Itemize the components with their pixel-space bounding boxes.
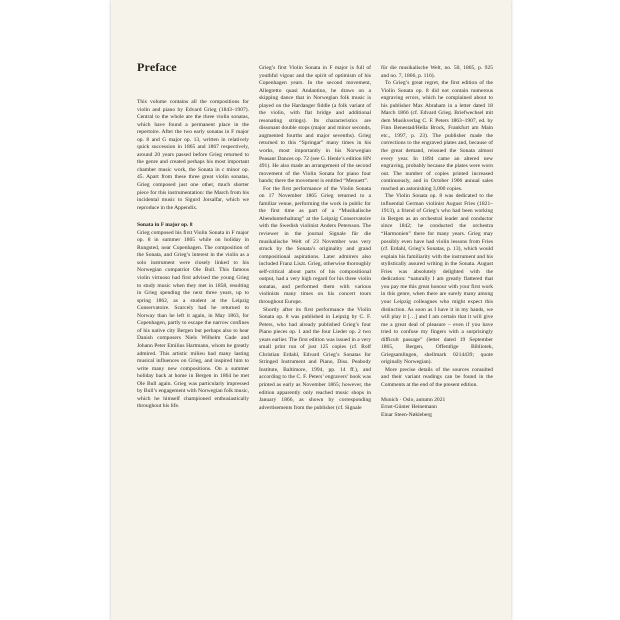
body-paragraph: The Violin Sonata op. 8 was dedicated to the influential German violinist August Fries (1821–1913), a friend of Grieg’s who had been working in Bergen as an orchestral leader and conductor since 1842; he conducted the orchestra “Harmonien” there for many years. Grieg may possibly even have had violin lessons from Fries (cf. Erdahl, Grieg’s Sonatas, p. 13), which would explain his familiarity with the instrument and his stylistically assured writing in the Sonata. August Fries was absolutely delighted with the dedication: “naturally I am greatly flattered that you pay me this great honour with your first work in this genre, when there are surely many among your Leipzig colleagues who might expect this distinction. As soon as I have it in my hands, we will play it […] and I am certain that it will give me a great deal of pleasure – even if you have tried to confuse my fingers with a surprisingly difficult passage” (letter dated 19 September 1865, Bergen, Offentlige Bibliotek, Griegsamlingen, shellmark 0214439; quote originally Norwegian). [381, 193, 493, 366]
body-paragraph: For the first performance of the Violin Sonata on 17 November 1865 Grieg returned to a familiar venue, performing the work in public for the first time as part of a “Musikalische Abendunterhaltung” at the Leipzig Conservatoire with the Swedish violinist Anders Petersson. The reviewer in the journal Signale für die musikalische Welt of 23 November was very struck by the Sonata’s originality and grand compositional aspirations. Later admirers also included Franz Liszt. Grieg, otherwise thoroughly self-critical about parts of his compositional output, had a very high regard for his three violin sonatas, and performed them with various violinists many times on his concert tours throughout Europe. [259, 185, 371, 305]
body-paragraph: To Grieg’s great regret, the first edition of the Violin Sonata op. 8 did not contain numerous engraving errors, which he complained about to his publisher Max Abraham in a letter dated 18 March 1866 (cf. Edvard Grieg. Briefwechsel mit dem Musikverlag C. F. Peters 1863–1907, ed. by Finn Benestad/Hella Brock, Frankfurt am Main etc., 1997, p. 23). The publisher made the corrections to the engraved plates and, because of the great demand, reissued the Sonata almost every year. In 1894 came an altered new engraving, probably because the plates were worn out. The number of copies printed increased continuously, and in October 1906 annual sales reached an astonishing 3,000 copies. [381, 80, 493, 192]
text-column-3 [381, 65, 493, 419]
signature-place-date: Munich · Oslo, autumn 2021 [381, 396, 446, 403]
body-paragraph: Grieg composed his first Violin Sonata in F major op. 8 in summer 1865 while on holiday in Rungsted, near Copenhagen. The composition of the Sonata, and Grieg’s interest in the violin as a solo instrument were closely linked to his Norwegian compatriot Ole Bull. This famous violin virtuoso had first advised the young Grieg to study music when they met in 1858, resulting in Grieg spending the next three years, up to spring 1862, as a student at the Leipzig Conservatoire. Scarcely had he returned to Norway than he left it again, in May 1863, for Copenhagen, partly to escape the narrow confines of his native city Bergen but perhaps also to hear Danish composers Niels Wilhelm Gade and Johann Peter Emilius Hartmann, whom he greatly admired. This artistic milieu had many lasting musical influences on Grieg, and inspired him to write many new compositions. On a summer holiday back at home in Bergen in 1864 he met Ole Bull again. Grieg was particularly impressed by Bull’s engagement with Norwegian folk music, which he himself championed enthusiastically throughout his life. [137, 229, 249, 410]
text-column-2 [259, 65, 371, 412]
signature-author: Einar Steen-Nøkleberg [381, 411, 432, 418]
document-page [111, 0, 511, 620]
page-title: Preface [137, 60, 177, 74]
body-paragraph: für die musikalische Welt, no. 50, 1865, p. 925 and no. 7, 1866, p. 116). [381, 65, 493, 79]
section-heading: Sonata in F major op. 8 [137, 222, 193, 229]
body-paragraph: Shortly after its first performance the Violin Sonata op. 8 was published in Leipzig by C. F. Peters, who had already published Grieg’s four Piano pieces op. 1 and the four Lieder op. 2 two years earlier. The first edition was issued in a very small print run of just 125 copies (cf. Rolf Christian Erdahl, Edvard Grieg’s Sonatas for Stringed Instrument and Piano, Diss. Peabody Institute, Baltimore, 1994, pp. 14 ff.), and according to the C. F. Peters’ engravers’ book was printed as early as November 1865; however, the edition apparently only reached music shops in January 1866, as shown by corresponding advertisements from the publisher (cf. Signale [259, 306, 371, 411]
body-paragraph: Grieg’s first Violin Sonata in F major is full of youthful vigour and the spirit of optimism of his Copenhagen years. In the second movement, Allegretto quasi Andantino, he draws on a skipping dance that in Norwegian folk music is played on the Hardanger fiddle (a folk variant of the violin, with flat bridge and additional resonating strings). Its characteristics are dissonant double stops (major and minor seconds, augmented fourths and major sevenths). Grieg returned to this “Springar” many times in his works, most importantly in his Norwegian Peasant Dances op. 72 (see G. Henle’s edition HN 491). He also made an arrangement of the second movement of the Violin Sonata for piano four hands; there the movement is entitled “Menuett”. [259, 65, 371, 185]
signature-author: Ernst-Günter Heinemann [381, 404, 437, 411]
text-column-1 [137, 99, 249, 411]
intro-paragraph: This volume contains all the compositions for violin and piano by Edvard Grieg (1843–1907). Central to the whole are the three violin sonatas, which have found a permanent place in the repertoire. After the two early sonatas in F major op. 8 and G major op. 13, written in relatively quick succession in 1865 and 1867 respectively, around 20 years passed before Grieg returned to the genre and created perhaps his most important chamber music work, the Sonata in c minor op. 45. Apart from these three great violin sonatas, Grieg composed just one other, much shorter piece for this instrumentation: the March from his incidental music to Sigurd Jorsalfar, which we reproduce in the Appendix. [137, 99, 249, 211]
body-paragraph: More precise details of the sources consulted and their variant readings can be found in the Comments at the end of the present edition. [381, 366, 493, 388]
